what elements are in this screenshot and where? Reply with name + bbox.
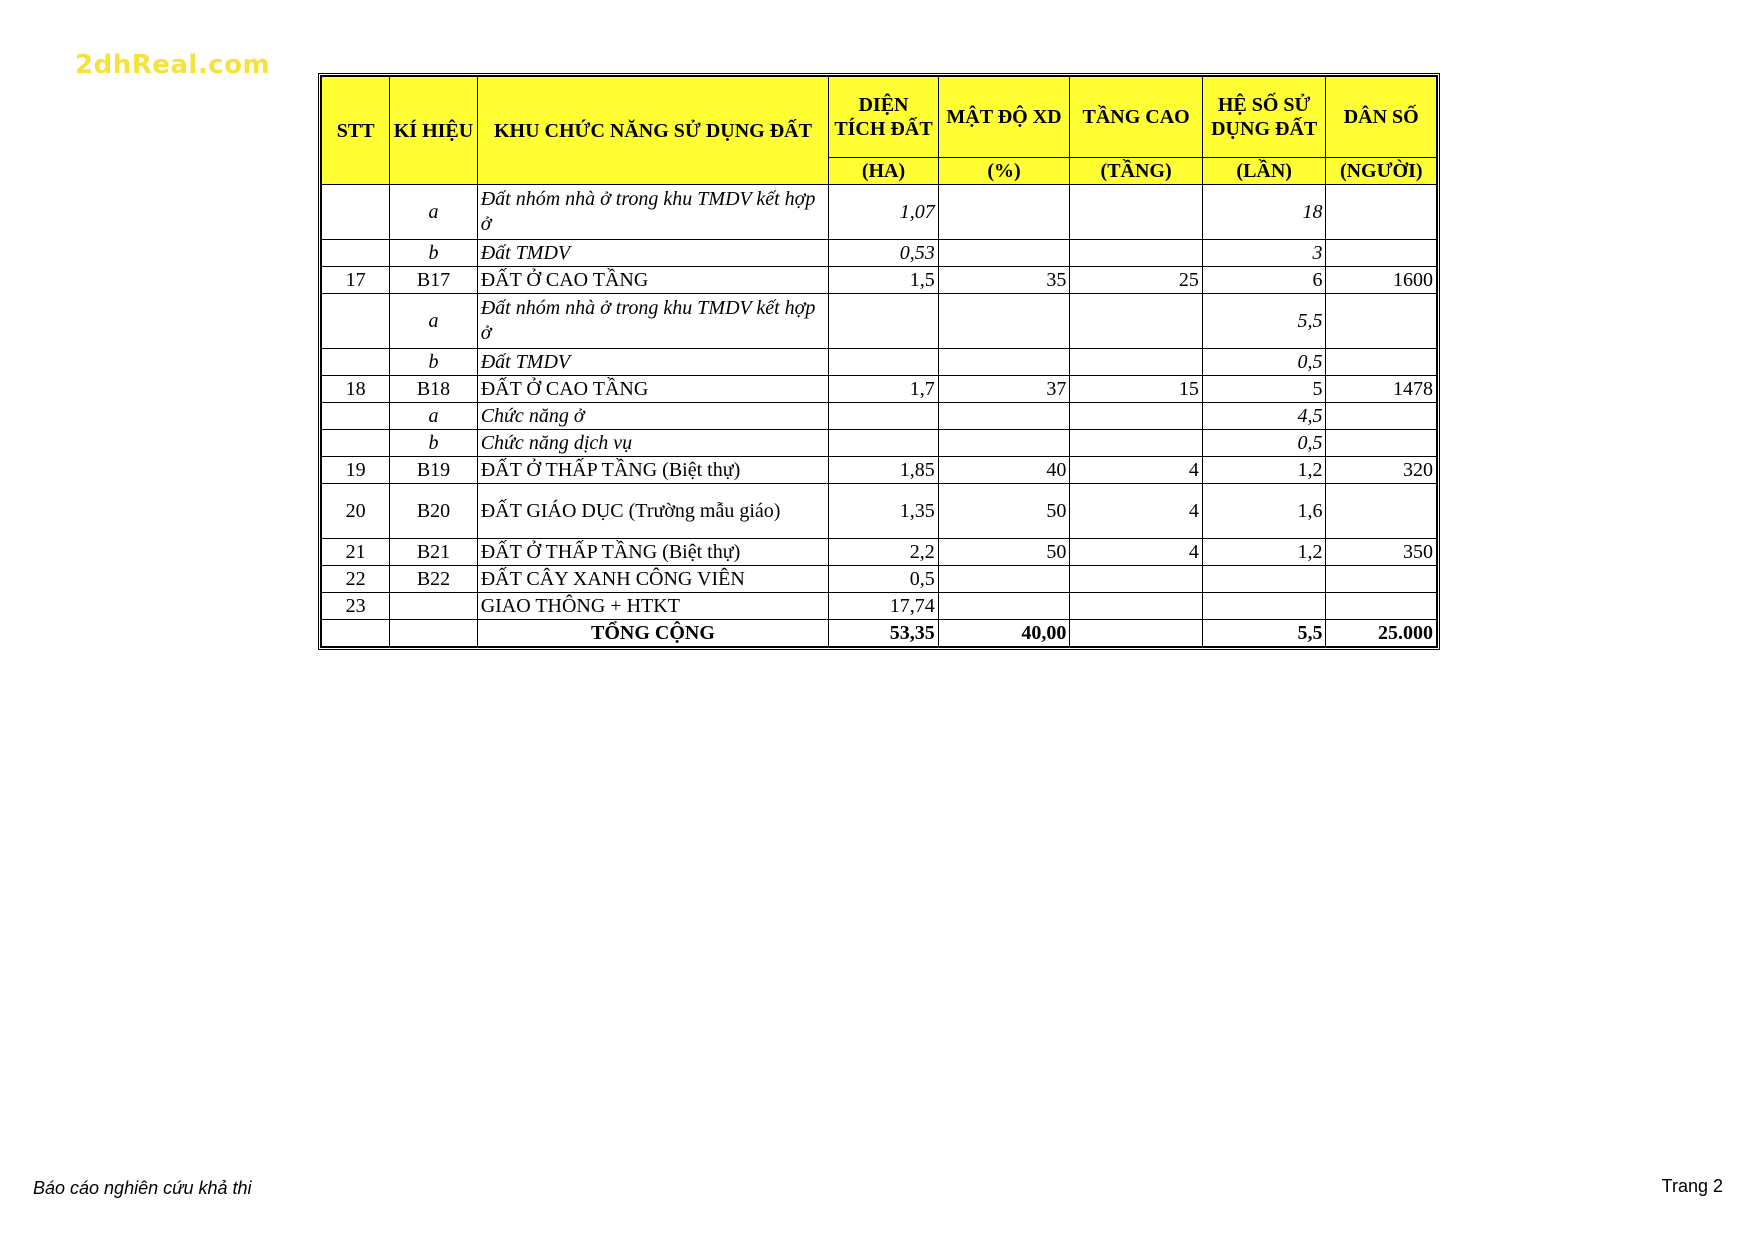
cell-stt bbox=[322, 294, 390, 349]
cell-khu: Đất nhóm nhà ở trong khu TMDV kết hợp ở bbox=[477, 294, 829, 349]
header-ki-hieu: KÍ HIỆU bbox=[390, 77, 477, 185]
cell-he-so: 1,2 bbox=[1202, 539, 1326, 566]
cell-dan-so bbox=[1326, 403, 1437, 430]
table-row bbox=[322, 403, 1437, 430]
cell-khu: Chức năng ở bbox=[477, 403, 829, 430]
cell-he-so: 6 bbox=[1202, 267, 1326, 294]
cell-dan-so: 350 bbox=[1326, 539, 1437, 566]
cell-dien-tich: 17,74 bbox=[829, 593, 938, 620]
cell-stt: 20 bbox=[322, 484, 390, 539]
cell-ki-hieu: B19 bbox=[390, 457, 477, 484]
cell-khu: ĐẤT Ở THẤP TẦNG (Biệt thự) bbox=[477, 539, 829, 566]
table-row bbox=[322, 566, 1437, 593]
cell-stt: 18 bbox=[322, 376, 390, 403]
cell-khu: Đất TMDV bbox=[477, 349, 829, 376]
cell-mat-do: 37 bbox=[938, 376, 1070, 403]
cell-dan-so bbox=[1326, 349, 1437, 376]
header-dan-so: DÂN SỐ bbox=[1326, 77, 1437, 158]
cell-tang-cao: 4 bbox=[1070, 539, 1203, 566]
cell-dien-tich: 0,5 bbox=[829, 566, 938, 593]
unit-he-so: (LẦN) bbox=[1202, 158, 1326, 185]
cell-tang-cao: 4 bbox=[1070, 457, 1203, 484]
cell-mat-do: 40 bbox=[938, 457, 1070, 484]
footer-report-title: Báo cáo nghiên cứu khả thi bbox=[33, 1178, 252, 1198]
unit-mat-do: (%) bbox=[938, 158, 1070, 185]
total-tang-cao bbox=[1070, 620, 1203, 647]
cell-ki-hieu: B21 bbox=[390, 539, 477, 566]
unit-tang-cao: (TẦNG) bbox=[1070, 158, 1203, 185]
cell-dien-tich bbox=[829, 430, 938, 457]
total-he-so: 5,5 bbox=[1202, 620, 1326, 647]
cell-he-so bbox=[1202, 593, 1326, 620]
header-he-so: HỆ SỐ SỬ DỤNG ĐẤT bbox=[1202, 77, 1326, 158]
footer-page-number: Trang 2 bbox=[1661, 1176, 1723, 1196]
cell-stt bbox=[322, 349, 390, 376]
cell-tang-cao: 25 bbox=[1070, 267, 1203, 294]
table-row bbox=[322, 349, 1437, 376]
cell-stt: 21 bbox=[322, 539, 390, 566]
cell-stt: 17 bbox=[322, 267, 390, 294]
cell-dan-so bbox=[1326, 185, 1437, 240]
cell-mat-do bbox=[938, 566, 1070, 593]
cell-ki-hieu: a bbox=[390, 403, 477, 430]
cell-stt: 19 bbox=[322, 457, 390, 484]
cell-mat-do: 35 bbox=[938, 267, 1070, 294]
cell-stt bbox=[322, 240, 390, 267]
cell-dan-so bbox=[1326, 430, 1437, 457]
cell-dan-so bbox=[1326, 240, 1437, 267]
cell-dien-tich bbox=[829, 294, 938, 349]
unit-dan-so: (NGƯỜI) bbox=[1326, 158, 1437, 185]
cell-khu: ĐẤT CÂY XANH CÔNG VIÊN bbox=[477, 566, 829, 593]
cell-dien-tich bbox=[829, 403, 938, 430]
cell-tang-cao bbox=[1070, 566, 1203, 593]
cell-he-so: 18 bbox=[1202, 185, 1326, 240]
cell-khu: Đất nhóm nhà ở trong khu TMDV kết hợp ở bbox=[477, 185, 829, 240]
cell-khu: ĐẤT Ở CAO TẦNG bbox=[477, 376, 829, 403]
cell-he-so bbox=[1202, 566, 1326, 593]
cell-stt bbox=[322, 403, 390, 430]
cell-ki-hieu: B17 bbox=[390, 267, 477, 294]
table-row bbox=[322, 430, 1437, 457]
cell-dien-tich: 1,7 bbox=[829, 376, 938, 403]
header-mat-do: MẬT ĐỘ XD bbox=[938, 77, 1070, 158]
cell-mat-do: 50 bbox=[938, 539, 1070, 566]
cell-he-so: 1,6 bbox=[1202, 484, 1326, 539]
table-row bbox=[322, 484, 1437, 539]
table-row bbox=[322, 267, 1437, 294]
cell-tang-cao bbox=[1070, 430, 1203, 457]
cell-he-so: 4,5 bbox=[1202, 403, 1326, 430]
cell-stt: 23 bbox=[322, 593, 390, 620]
cell-tang-cao bbox=[1070, 403, 1203, 430]
cell-he-so: 0,5 bbox=[1202, 349, 1326, 376]
header-dien-tich: DIỆN TÍCH ĐẤT bbox=[829, 77, 938, 158]
cell-tang-cao bbox=[1070, 349, 1203, 376]
cell-dien-tich: 2,2 bbox=[829, 539, 938, 566]
cell-stt bbox=[322, 620, 390, 647]
cell-dan-so: 1478 bbox=[1326, 376, 1437, 403]
cell-khu: ĐẤT Ở THẤP TẦNG (Biệt thự) bbox=[477, 457, 829, 484]
cell-he-so: 5,5 bbox=[1202, 294, 1326, 349]
cell-stt: 22 bbox=[322, 566, 390, 593]
cell-dien-tich: 1,5 bbox=[829, 267, 938, 294]
cell-tang-cao bbox=[1070, 593, 1203, 620]
cell-tang-cao bbox=[1070, 294, 1203, 349]
cell-he-so: 1,2 bbox=[1202, 457, 1326, 484]
cell-dien-tich: 1,85 bbox=[829, 457, 938, 484]
total-dan-so: 25.000 bbox=[1326, 620, 1437, 647]
total-dien-tich: 53,35 bbox=[829, 620, 938, 647]
header-stt: STT bbox=[322, 77, 390, 185]
cell-ki-hieu: a bbox=[390, 185, 477, 240]
cell-dien-tich bbox=[829, 349, 938, 376]
cell-mat-do bbox=[938, 593, 1070, 620]
cell-khu: Đất TMDV bbox=[477, 240, 829, 267]
cell-ki-hieu bbox=[390, 620, 477, 647]
cell-mat-do bbox=[938, 240, 1070, 267]
unit-dien-tich: (HA) bbox=[829, 158, 938, 185]
cell-mat-do: 50 bbox=[938, 484, 1070, 539]
cell-dan-so bbox=[1326, 484, 1437, 539]
table-row bbox=[322, 294, 1437, 349]
cell-dan-so bbox=[1326, 566, 1437, 593]
cell-tang-cao: 15 bbox=[1070, 376, 1203, 403]
land-use-table bbox=[318, 73, 1440, 650]
cell-ki-hieu bbox=[390, 593, 477, 620]
cell-ki-hieu: B20 bbox=[390, 484, 477, 539]
cell-tang-cao: 4 bbox=[1070, 484, 1203, 539]
total-mat-do: 40,00 bbox=[938, 620, 1070, 647]
cell-mat-do bbox=[938, 403, 1070, 430]
cell-dien-tich: 1,35 bbox=[829, 484, 938, 539]
cell-ki-hieu: B22 bbox=[390, 566, 477, 593]
cell-tang-cao bbox=[1070, 240, 1203, 267]
watermark-logo: 2dhReal.com bbox=[75, 50, 271, 80]
cell-dan-so bbox=[1326, 593, 1437, 620]
cell-he-so: 5 bbox=[1202, 376, 1326, 403]
cell-he-so: 3 bbox=[1202, 240, 1326, 267]
table-row bbox=[322, 539, 1437, 566]
cell-mat-do bbox=[938, 185, 1070, 240]
cell-he-so: 0,5 bbox=[1202, 430, 1326, 457]
cell-mat-do bbox=[938, 349, 1070, 376]
land-use-table-grid bbox=[321, 76, 1437, 647]
cell-dien-tich: 1,07 bbox=[829, 185, 938, 240]
cell-ki-hieu: b bbox=[390, 430, 477, 457]
cell-tang-cao bbox=[1070, 185, 1203, 240]
cell-ki-hieu: b bbox=[390, 240, 477, 267]
cell-ki-hieu: b bbox=[390, 349, 477, 376]
cell-stt bbox=[322, 430, 390, 457]
cell-khu: GIAO THÔNG + HTKT bbox=[477, 593, 829, 620]
table-row bbox=[322, 457, 1437, 484]
cell-dien-tich: 0,53 bbox=[829, 240, 938, 267]
header-tang-cao: TẦNG CAO bbox=[1070, 77, 1203, 158]
table-row bbox=[322, 376, 1437, 403]
table-row bbox=[322, 593, 1437, 620]
cell-dan-so: 320 bbox=[1326, 457, 1437, 484]
header-row bbox=[322, 77, 1437, 158]
table-row bbox=[322, 240, 1437, 267]
cell-dan-so: 1600 bbox=[1326, 267, 1437, 294]
cell-khu: ĐẤT Ở CAO TẦNG bbox=[477, 267, 829, 294]
cell-dan-so bbox=[1326, 294, 1437, 349]
total-row bbox=[322, 620, 1437, 647]
cell-mat-do bbox=[938, 430, 1070, 457]
table-row bbox=[322, 185, 1437, 240]
total-label: TỔNG CỘNG bbox=[477, 620, 829, 647]
cell-khu: Chức năng dịch vụ bbox=[477, 430, 829, 457]
cell-ki-hieu: B18 bbox=[390, 376, 477, 403]
cell-khu: ĐẤT GIÁO DỤC (Trường mẫu giáo) bbox=[477, 484, 829, 539]
cell-ki-hieu: a bbox=[390, 294, 477, 349]
header-khu-chuc-nang: KHU CHỨC NĂNG SỬ DỤNG ĐẤT bbox=[477, 77, 829, 185]
cell-mat-do bbox=[938, 294, 1070, 349]
cell-stt bbox=[322, 185, 390, 240]
